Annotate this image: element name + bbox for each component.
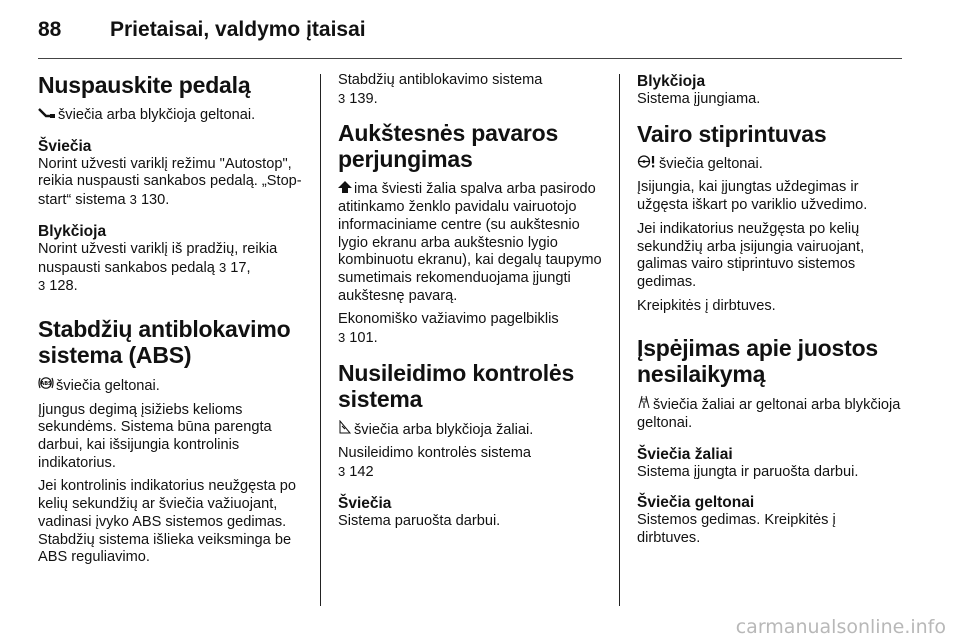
heading-flashing: Blykčioja — [637, 73, 706, 90]
paragraph-contact-workshop: Kreipkitės į dirbtuves. — [637, 297, 776, 314]
heading-lit: Šviečia — [38, 137, 92, 155]
paragraph-flashing — [38, 241, 303, 296]
paragraph-abs-continued — [338, 72, 603, 108]
heading-power-steering: Vairo stiprintuvas — [637, 120, 827, 147]
page-section-title: Prietaisai, valdymo įtaisai — [110, 18, 366, 41]
hill-descent-icon — [338, 420, 352, 439]
paragraph-descent-ref — [338, 445, 603, 481]
page-ref-link[interactable]: 130. — [140, 192, 170, 209]
paragraph-lit-yellow: Sistemos gedimas. Kreipkitės į dirbtuves. — [637, 512, 836, 547]
pedal-indicator-text: šviečia arba blykčioja geltonai. — [58, 107, 256, 123]
paragraph-pedal-indicator — [38, 106, 303, 125]
page-header — [38, 18, 902, 62]
header-divider — [38, 58, 902, 59]
flashing-text: Norint užvesti variklį iš pradžių, reikia nuspausti sankabos pedalą — [38, 240, 278, 276]
column-divider-2 — [619, 74, 620, 606]
paragraph-power-steering-fault: Jei indikatorius neužgęsta po kelių sekundžių arba įsijungia vairuojant, galimas vairo stiprintuvo sistemos gedimas. — [637, 220, 865, 290]
paragraph-autostop — [38, 156, 303, 210]
heading-press-pedal: Nuspauskite pedalą — [38, 72, 251, 98]
autostop-text: Norint užvesti variklį režimu "Autostop", reikia nuspausti sankabos pedalą. „Stop-start“ sistema — [38, 155, 302, 209]
page-ref-icon: 3 — [129, 192, 137, 208]
page-ref-icon: 3 — [338, 330, 346, 346]
abs-continued-text: Stabdžių antiblokavimo sistema — [338, 72, 543, 88]
page-ref-icon: 3 — [338, 90, 346, 106]
column-middle — [338, 72, 603, 537]
paragraph-abs-indicator — [38, 376, 303, 396]
heading-lit-green: Šviečia žaliai — [637, 445, 733, 463]
paragraph-system-activating: Sistema įjungiama. — [637, 91, 761, 107]
steering-wheel-warning-icon — [637, 155, 657, 173]
watermark: carmanualsonline.info — [735, 616, 946, 638]
upshift-arrow-icon — [338, 180, 352, 198]
paragraph-abs-ignition: Įjungus degimą įsižiebs kelioms sekundėms. Sistema būna parengta darbui, kai išsijungia kontrolinis indikatorius. — [38, 401, 272, 471]
page-ref-link[interactable]: 17, — [230, 259, 251, 276]
power-steering-indicator-text: šviečia geltonai. — [659, 155, 763, 172]
page-ref-icon: 3 — [38, 278, 46, 294]
page-ref-link[interactable]: 142 — [349, 464, 374, 481]
paragraph-lane-indicator — [637, 395, 902, 432]
page-ref-link[interactable]: 139. — [349, 90, 378, 107]
paragraph-lit-green: Sistema įjungta ir paruošta darbui. — [637, 463, 859, 480]
heading-lit-yellow: Šviečia geltonai — [637, 494, 755, 512]
page-ref-link[interactable]: 101. — [349, 330, 378, 347]
paragraph-abs-fault: Jei kontrolinis indikatorius neužgęsta po kelių sekundžių ar šviečia važiuojant, vadinasi įvyko ABS sistemos gedimas. Stabdžių sistema išlieka veiksminga be ABS reguliavimo. — [38, 478, 296, 566]
page-number: 88 — [38, 18, 62, 41]
paragraph-descent-indicator — [338, 420, 603, 440]
svg-text:ABS: ABS — [40, 380, 52, 387]
column-left — [38, 72, 303, 573]
descent-ref-text: Nusileidimo kontrolės sistema — [338, 445, 532, 462]
descent-indicator-text: šviečia arba blykčioja žaliai. — [354, 421, 534, 438]
upshift-text: ima šviesti žalia spalva arba pasirodo atitinkamo ženklo pavidalu vairuotojo informaciniame centre (su aukštesnio lygio ekranu arba aukštesnio lygio kombinuotu ekranu), kai degalų taupymo sumetimais rekomenduojama įjungti aukštesnę pavarą. — [338, 181, 602, 304]
clutch-pedal-icon — [38, 106, 56, 124]
page-ref-icon: 3 — [218, 259, 227, 275]
lane-departure-icon — [637, 395, 651, 414]
abs-warning-icon — [38, 376, 54, 395]
paragraph-power-steering-indicator — [637, 155, 902, 174]
heading-descent-control: Nusileidimo kontrolės sistema — [338, 359, 575, 412]
page-ref-link[interactable]: 128. — [49, 278, 78, 295]
page-ref-icon: 3 — [338, 464, 346, 480]
lane-indicator-text: šviečia žaliai ar geltonai arba blykčioja geltonai. — [637, 397, 901, 432]
paragraph-power-steering-on: Įsijungia, kai įjungtas uždegimas ir užgęsta iškart po variklio užvedimo. — [637, 179, 868, 214]
paragraph-system-ready: Sistema paruošta darbui. — [338, 512, 501, 529]
paragraph-upshift — [338, 180, 603, 305]
heading-upshift: Aukštesnės pavaros perjungimas — [338, 120, 559, 173]
heading-lane-departure: Įspėjimas apie juostos nesilaikymą — [637, 335, 879, 388]
eco-text: Ekonomiško važiavimo pagelbiklis — [338, 311, 559, 328]
heading-abs: Stabdžių antiblokavimo sistema (ABS) — [38, 315, 291, 368]
paragraph-eco — [338, 311, 603, 347]
abs-indicator-text: šviečia geltonai. — [56, 377, 160, 394]
column-right — [637, 72, 902, 548]
column-divider-1 — [320, 74, 321, 606]
heading-flashing: Blykčioja — [38, 222, 107, 240]
heading-lit: Šviečia — [338, 494, 392, 512]
